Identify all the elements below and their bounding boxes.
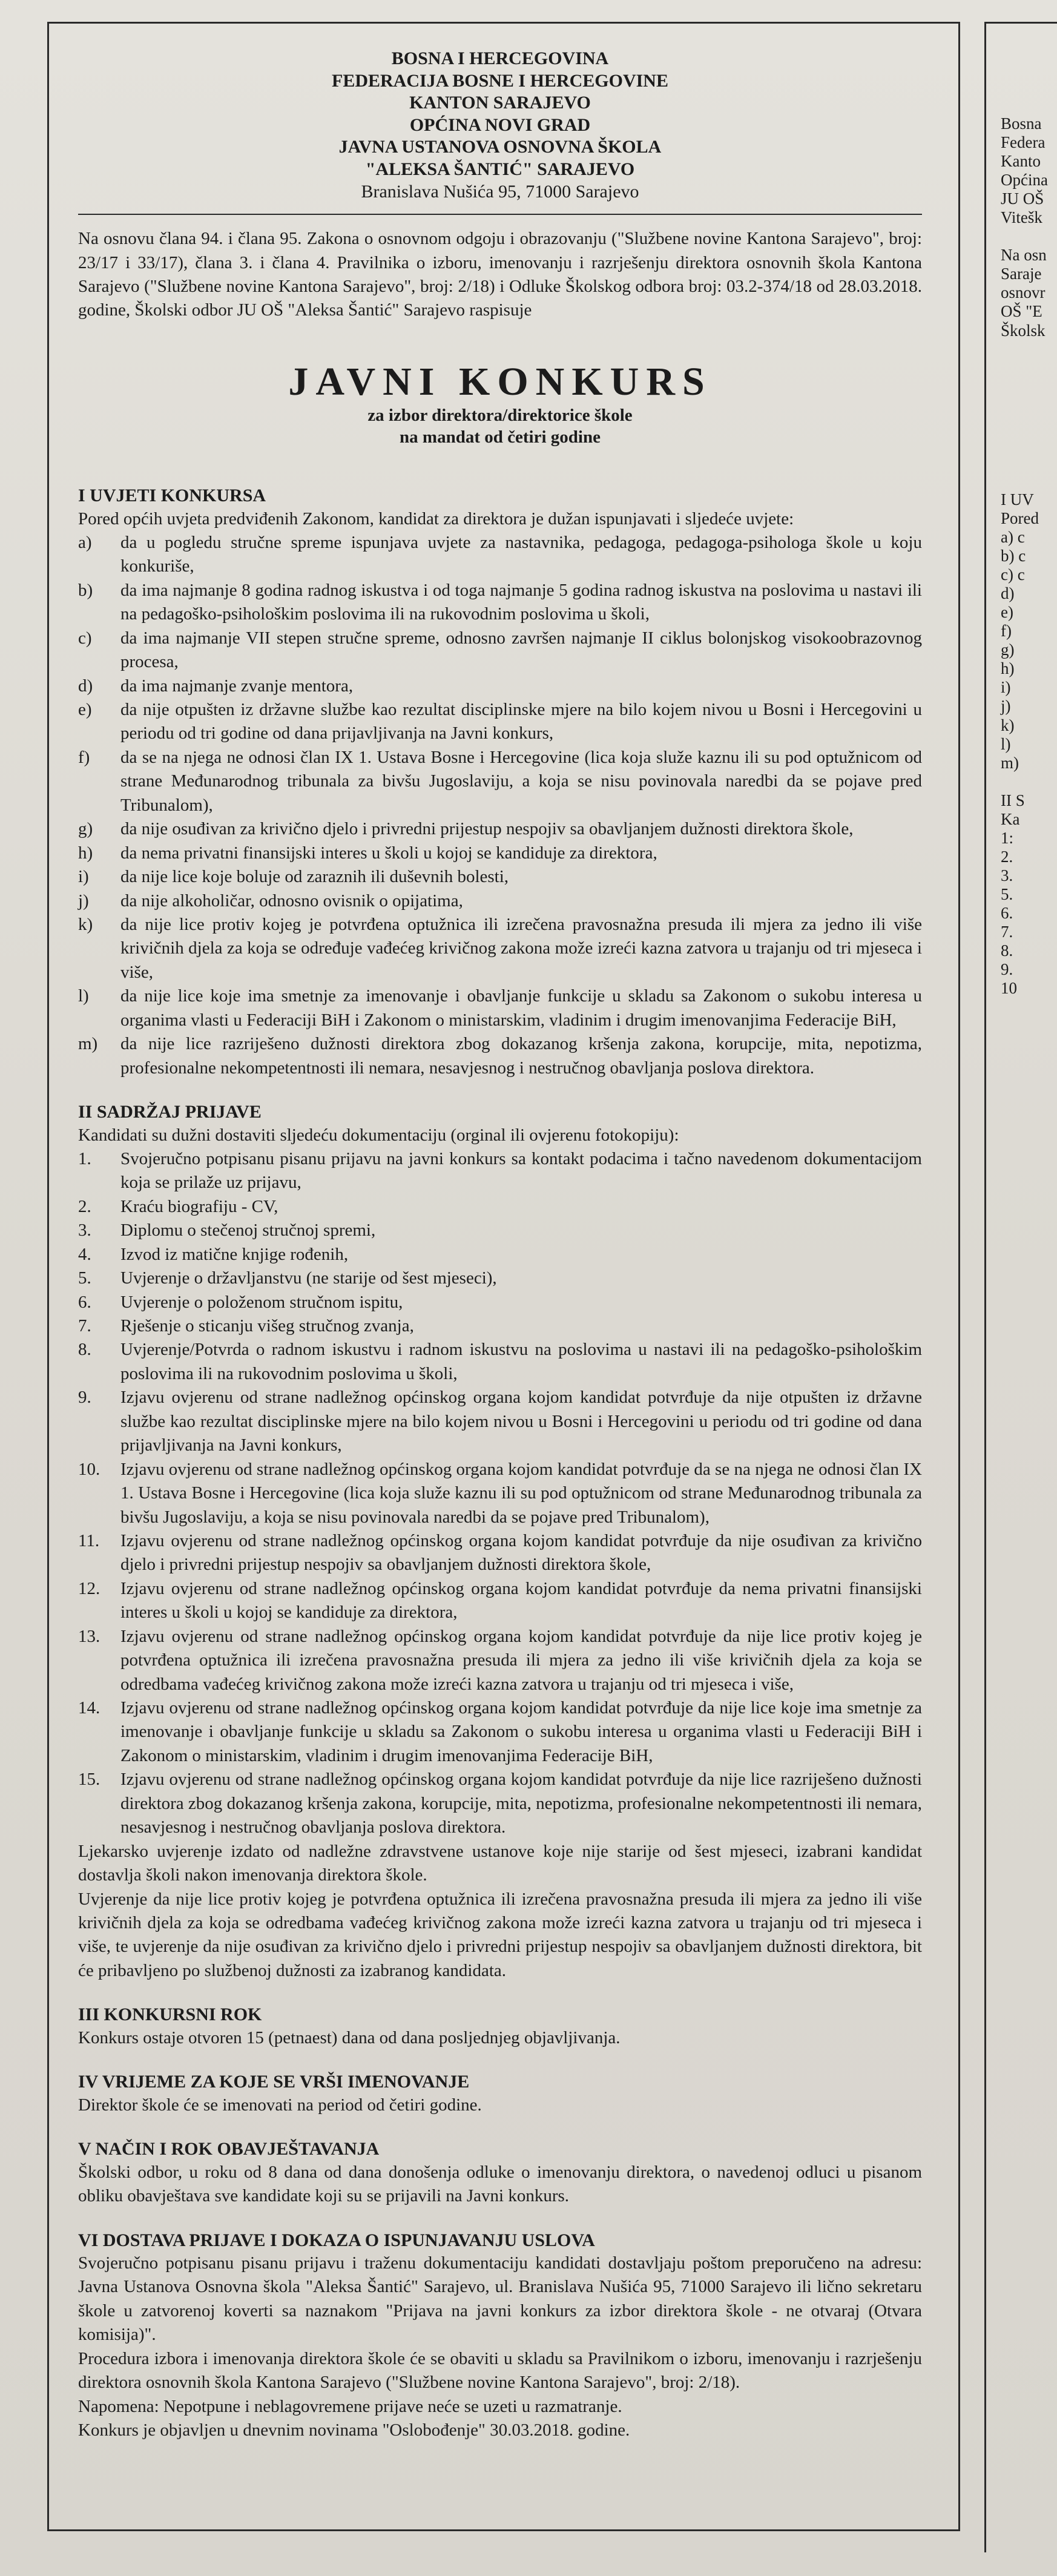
list-item-text: da nije alkoholičar, odnosno ovisnik o opijatima, [120,891,463,911]
list-marker: 9. [78,1388,91,1408]
list-item [78,1147,922,1195]
list-item [78,1386,922,1457]
section-heading-submission: VI DOSTAVA PRIJAVE I DOKAZA O ISPUNJAVANJU USLOVA [78,2230,595,2250]
column-text-fragment: Ka [1001,809,1020,828]
list-item [78,1291,922,1314]
list-marker: l) [78,986,89,1006]
list-item-text: Izjavu ovjerenu od strane nadležnog općinskog organa kojom kandidat potvrđuje da nije otpušten iz državne službe kao rezultat disciplinske mjere na bilo kojem nivou u Bosni i Hercegovini u periodu od tri godine od dana prijavljivanja na Javni konkurs, [120,1388,922,1455]
header-address: Branislava Nušića 95, 71000 Sarajevo [361,181,639,202]
list-item-text: Izjavu ovjerenu od strane nadležnog općinskog organa kojom kandidat potvrđuje da nema privatni finansijski interes u školi u kojoj se kandiduje za direktora, [120,1578,922,1622]
notification-text: Školski odbor, u roku od 8 dana od dana donošenja odluke o imenovanju direktora, o navedenoj odluci u pisanom obliku obavještava sve kandidate koji su se prijavili na Javni konkurs. [78,2162,922,2206]
column-text-fragment: 10 [1001,979,1017,998]
list-marker: d) [78,676,93,696]
list-item [78,984,922,1032]
header-line: JAVNA USTANOVA OSNOVNA ŠKOLA [338,137,662,157]
list-marker: 15. [78,1770,100,1790]
list-item [78,865,922,889]
intro-paragraph: Na osnovu člana 94. i člana 95. Zakona o osnovnom odgoju i obrazovanju ("Službene novine Kantona Sarajevo", broj: 23/17 i 33/17), člana 3. i člana 4. Pravilnika o izboru, imenovanju i razrješenju direktora osnovnih škola Kantona Sarajevo ("Službene novine Kantona Sarajevo", broj: 2/18) i Odluke Školskog odbora broj: 03.2-374/18 od 28.03.2018. godine, Školski odbor JU OŠ "Aleksa Šantić" Sarajevo raspisuje [78,229,922,320]
list-item [78,1625,922,1696]
submission-text: Svojeručno potpisanu pisanu prijavu i traženu dokumentaciju kandidati dostavljaju poštom preporučeno na adresu: Javna Ustanova Osnovna škola "Aleksa Šantić" Sarajevo, ul. Branislava Nušića 95, 71000 Sarajevo ili lično sekretaru škole u zatvorenoj koverti sa naznakom "Prijava na javni konkurs za izbor direktora škole - ne otvaraj (Otvara komisija)". [78,2253,922,2345]
column-text-fragment: Kanto [1001,152,1041,171]
column-text-fragment: c) c [1001,565,1025,584]
list-item [78,842,922,865]
column-text-fragment: b) c [1001,547,1026,565]
column-text-fragment [1001,397,1057,415]
list-marker: m) [78,1034,98,1054]
list-item-text: Izjavu ovjerenu od strane nadležnog općinskog organa kojom kandidat potvrđuje da nije lice protiv kojeg je potvrđena optužnica ili izrečena pravosnažna presuda ili mjera za jedno ili više krivičnih djela za koja se odredbama vađećeg krivičnog zakona može izreći kazna zatvora u trajanju od tri mjeseca i više, [120,1626,922,1694]
deadline-text: Konkurs ostaje otvoren 15 (petnaest) dana od dana posljednjeg objavljivanja. [78,2028,621,2047]
column-text-fragment: 8. [1001,941,1013,960]
list-item [78,531,922,579]
list-item-text: Kraću biografiju - CV, [120,1196,278,1216]
list-item-text: da nije otpušten iz državne službe kao rezultat disciplinske mjere na bilo kojem nivou u Bosni i Hercegovini u periodu od tri godine od dana prijavljivanja na Javni konkurs, [120,700,922,743]
header-divider [78,214,922,215]
list-marker: 6. [78,1292,91,1312]
section-heading-notification: V NAČIN I ROK OBAVJEŠTAVANJA [78,2139,380,2159]
list-item [78,1338,922,1386]
publication-text: Konkurs je objavljen u dnevnim novinama "Oslobođenje" 30.03.2018. godine. [78,2420,630,2440]
list-item-text: Izvod iz matične knjige rođenih, [120,1244,349,1264]
section-heading-deadline: III KONKURSNI ROK [78,2004,262,2025]
list-item [78,627,922,674]
document-subtitle: na mandat od četiri godine [400,427,601,447]
column-text-fragment [1001,378,1057,397]
list-marker: 10. [78,1459,100,1479]
column-text-fragment: 5. [1001,884,1013,903]
list-marker: 14. [78,1698,100,1718]
header-line: "ALEKSA ŠANTIĆ" SARAJEVO [365,159,635,179]
list-item [78,913,922,984]
section-heading-application: II SADRŽAJ PRIJAVE [78,1102,262,1122]
list-item [78,746,922,817]
column-text-fragment: Na osn [1001,246,1047,265]
column-text-fragment: I UV [1001,490,1034,509]
column-text-fragment: i) [1001,678,1011,697]
list-item [78,1267,922,1290]
column-text-fragment: Federa [1001,133,1045,152]
section-heading-mandate: IV VRIJEME ZA KOJE SE VRŠI IMENOVANJE [78,2072,470,2092]
column-text-fragment [1001,359,1057,378]
list-item-text: Uvjerenje o položenom stručnom ispitu, [120,1292,403,1312]
list-item-text: Svojeručno potpisanu pisanu prijavu na javni konkurs sa kontakt podacima i tačno navedenom dokumentacijom koja se prilaže uz prijavu, [120,1148,922,1193]
list-item-text: da ima najmanje zvanje mentora, [120,676,354,696]
institution-header [78,48,922,203]
list-item [78,1219,922,1242]
list-item-text: Rješenje o sticanju višeg stručnog zvanja, [120,1316,414,1336]
header-line: FEDERACIJA BOSNE I HERCEGOVINE [332,70,668,91]
list-marker: a) [78,532,92,552]
list-marker: 11. [78,1530,100,1550]
list-item [78,698,922,746]
list-item [78,674,922,698]
list-marker: 2. [78,1196,91,1216]
list-marker: f) [78,747,90,767]
list-item [78,1032,922,1080]
procedure-text: Procedura izbora i imenovanja direktora škole će se obaviti u skladu sa Pravilnikom o izboru, imenovanju i razrješenju direktora osnovnih škola Kantona Sarajevo ("Službene novine Kantona Sarajevo", broj: 2/18). [78,2348,922,2393]
column-text-fragment: Školsk [1001,321,1045,340]
list-marker: 4. [78,1244,91,1264]
list-item [78,1577,922,1625]
column-text-fragment: osnovr [1001,283,1045,302]
column-text-fragment: JU OŠ [1001,189,1044,208]
column-text-fragment: 7. [1001,923,1013,941]
column-text-fragment: Bosna [1001,114,1042,133]
list-item-text: Izjavu ovjerenu od strane nadležnog općinskog organa kojom kandidat potvrđuje da se na njega ne odnosi član IX 1. Ustava Bosne i Hercegovine (lica koja služe kaznu ili su pod optužnicom od strane Međunarodnog tribunala za bivšu Jugoslaviju, a koja se nisu povinovala naredbi da se pojave pred Tribunalom), [120,1459,922,1527]
column-text-fragment: II S [1001,791,1025,809]
list-item-text: da se na njega ne odnosi član IX 1. Ustava Bosne i Hercegovine (lica koja služe kaznu ili su pod optužnicom od strane Međunarodnog tribunala za bivšu Jugoslaviju, a koja se nisu povinovala naredbi da se pojave pred Tribunalom), [120,747,922,815]
list-marker: 3. [78,1220,91,1240]
list-item-text: da nije lice razriješeno dužnosti direktora zbog dokazanog kršenja zakona, korupcije, mita, nepotizma, profesionalne nekompetentnosti ili nemara, nesavjesnog i nestručnog obavljanja poslova direktora. [120,1034,922,1078]
column-text-fragment [1001,434,1057,453]
list-item-text: da nije lice koje boluje od zaraznih ili duševnih bolesti, [120,867,509,887]
section-heading-conditions: I UVJETI KONKURSA [78,486,266,506]
header-line: OPĆINA NOVI GRAD [409,114,591,135]
list-item [78,817,922,841]
list-item [78,1243,922,1267]
column-text-fragment [1001,453,1057,472]
list-item-text: da nije osuđivan za krivično djelo i privredni prijestup nespojiv sa obavljanjem dužnosti direktora škole, [120,819,854,839]
list-item-text: da nije lice protiv kojeg je potvrđena optužnica ili izrečena pravosnažna presuda ili mjera za jedno ili više krivičnih djela za koja se određuje vađećeg krivičnog zakona može izreći kazna zatvora u trajanju od tri mjeseca i više, [120,914,922,982]
list-item-text: Uvjerenje/Potvrda o radnom iskustvu i radnom iskustvu na poslovima u nastavi ili na pedagoško-psihološkim poslovima ili na rukovodnim poslovima u školi, [120,1340,922,1383]
column-text-fragment: 9. [1001,960,1013,979]
list-item [78,1529,922,1577]
column-text-fragment [1001,415,1057,434]
list-item-text: da nema privatni finansijski interes u školi u kojoj se kandiduje za direktora, [120,843,657,863]
column-text-fragment: 1: [1001,828,1014,847]
criminal-record-note: Uvjerenje da nije lice protiv kojeg je potvrđena optužnica ili izrečena pravosnažna presuda ili mjera za jedno ili više krivičnih djela za koja se odredbama vađećeg krivičnog zakona može izreći kazna zatvora u trajanju od tri mjeseca i više, te uvjerenje da nije osuđivan za krivično djelo i privredni prijestup nespojiv sa obavljanjem dužnosti direktora, bit će pribavljeno po službenoj dužnosti za izabranog kandidata. [78,1889,922,1980]
column-text-fragment [1001,340,1057,359]
column-text-fragment: a) c [1001,528,1025,547]
list-marker: j) [78,891,89,911]
list-item-text: da u pogledu stručne spreme ispunjava uvjete za nastavnika, pedagoga, pedagoga-psihologa škole u koju konkuriše, [120,532,922,576]
column-text-fragment: e) [1001,603,1013,622]
medical-note: Ljekarsko uvjerenje izdato od nadležne zdravstvene ustanove koje nije starije od šest mjeseci, izabrani kandidat dostavlja školi nakon imenovanja direktora škole. [78,1841,922,1885]
list-item-text: da ima najmanje 8 godina radnog iskustva i od toga najmanje 5 godina radnog iskustva na poslovima u nastavi ili na pedagoško-psihološkim poslovima ili na rukovodnim poslovima u školi, [120,580,922,624]
list-marker: c) [78,628,92,648]
column-text-fragment: 3. [1001,866,1013,884]
list-item [78,1458,922,1529]
list-marker: 1. [78,1148,91,1168]
list-marker: 13. [78,1626,100,1646]
column-text-fragment: OŠ "E [1001,302,1042,321]
mandate-text: Direktor škole će se imenovati na period od četiri godine. [78,2095,482,2115]
list-item [78,889,922,913]
section-lead: Kandidati su dužni dostaviti sljedeću dokumentaciju (orginal ili ovjerenu fotokopiju): [78,1125,679,1145]
column-text-fragment: Pored [1001,509,1039,527]
list-marker: 8. [78,1340,91,1360]
column-text-fragment [1001,472,1057,490]
header-line: KANTON SARAJEVO [409,93,591,113]
document-subtitle: za izbor direktora/direktorice škole [367,405,633,425]
adjacent-column-fragment [984,22,1057,2552]
column-text-fragment: f) [1001,622,1012,641]
list-marker: i) [78,867,89,887]
column-text-fragment: k) [1001,716,1015,734]
list-item-text: da nije lice koje ima smetnje za imenovanje i obavljanje funkcije u skladu sa Zakonom o sukobu interesa u organima vlasti u Federaciji BiH i Zakonom o ministarskim, vladinim i drugim imenovanjima Federacije BiH, [120,986,922,1030]
announcement-box [47,22,960,2531]
column-text-fragment: Općina [1001,171,1048,189]
column-text-fragment: j) [1001,697,1011,716]
column-text-fragment: Vitešk [1001,208,1042,227]
list-item [78,1696,922,1768]
list-item-text: Uvjerenje o državljanstvu (ne starije od šest mjeseci), [120,1268,497,1288]
list-marker: 5. [78,1268,91,1288]
column-text-fragment [1001,227,1057,246]
conditions-list [78,531,922,1080]
section-lead: Pored općih uvjeta predviđenih Zakonom, kandidat za direktora je dužan ispunjavati i sljedeće uvjete: [78,509,794,529]
column-text-fragment: Saraje [1001,265,1042,283]
column-text-fragment: d) [1001,584,1015,603]
list-item [78,1314,922,1338]
note-text: Napomena: Nepotpune i neblagovremene prijave neće se uzeti u razmatranje. [78,2396,622,2416]
column-text-fragment [1001,772,1057,791]
list-item-text: Izjavu ovjerenu od strane nadležnog općinskog organa kojom kandidat potvrđuje da nije lice koje ima smetnje za imenovanje i obavljanje funkcije u skladu sa Zakonom o sukobu interesa u organima vlasti u Federaciji BiH i Zakonom o ministarskim, vladinim i drugim imenovanjima Federacije BiH, [120,1698,922,1765]
column-text-fragment: h) [1001,659,1015,678]
list-item-text: Diplomu o stečenoj stručnoj spremi, [120,1220,376,1240]
list-item [78,1195,922,1219]
column-text-fragment: g) [1001,641,1015,659]
list-marker: g) [78,819,93,839]
list-marker: b) [78,580,93,600]
list-item-text: da ima najmanje VII stepen stručne spreme, odnosno završen najmanje II ciklus bolonjskog visokoobrazovnog procesa, [120,628,922,672]
document-title: JAVNI KONKURS [288,359,712,404]
list-marker: 12. [78,1578,100,1598]
list-item-text: Izjavu ovjerenu od strane nadležnog općinskog organa kojom kandidat potvrđuje da nije osuđivan za krivično djelo i privredni prijestup nespojiv sa obavljanjem dužnosti direktora škole, [120,1530,922,1575]
list-item-text: Izjavu ovjerenu od strane nadležnog općinskog organa kojom kandidat potvrđuje da nije lice razriješeno dužnosti direktora zbog dokazanog kršenja zakona, korupcije, mita, nepotizma, profesionalne nekompetentnosti ili nemara, nesavjesnog i nestručnog obavljanja poslova direktora. [120,1770,922,1837]
list-marker: k) [78,914,93,934]
column-text-fragment: 6. [1001,903,1013,922]
list-item [78,579,922,627]
list-marker: 7. [78,1316,91,1336]
documents-list [78,1147,922,1840]
list-item [78,1768,922,1839]
list-marker: h) [78,843,93,863]
column-text-fragment: l) [1001,734,1011,753]
column-text-fragment: m) [1001,753,1019,772]
list-marker: e) [78,700,92,719]
header-line: BOSNA I HERCEGOVINA [391,48,609,68]
column-text-fragment: 2. [1001,847,1013,866]
